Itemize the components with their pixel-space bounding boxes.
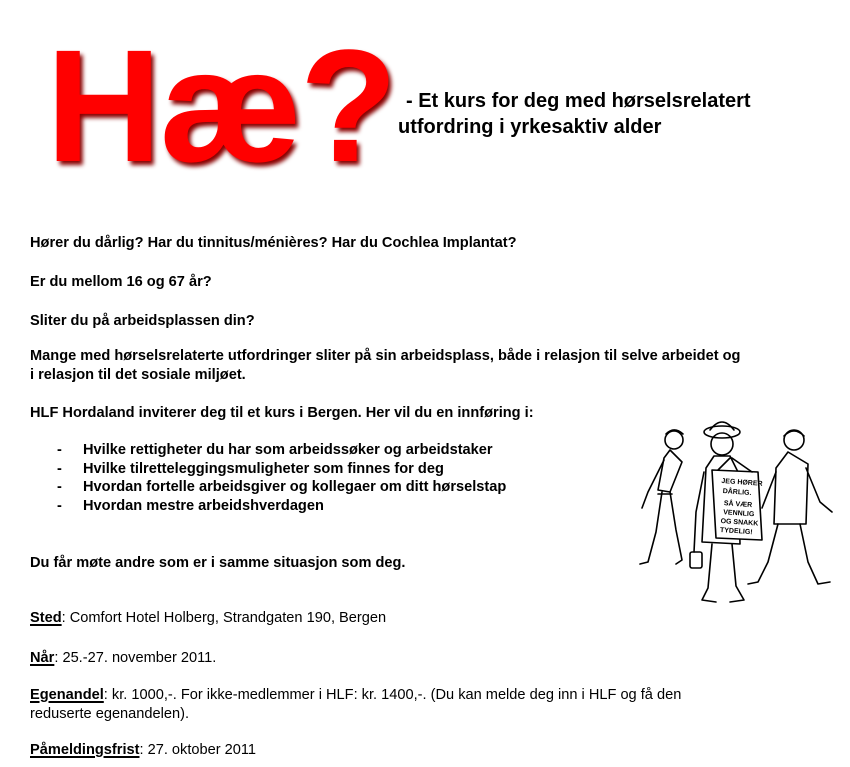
sign-line-4: VENNLIG <box>722 509 755 519</box>
location-label: Sted <box>30 610 62 626</box>
location-value: : Comfort Hotel Holberg, Strandgaten 190, Bergen <box>61 610 387 626</box>
subtitle-line-1: - Et kurs for deg med hørselsrelatert <box>406 90 751 112</box>
fee-value-line-2: reduserte egenandelen). <box>30 706 190 722</box>
list-item <box>30 460 506 479</box>
deadline-value: : 27. oktober 2011 <box>139 742 257 758</box>
dash-bullet: - <box>57 460 62 477</box>
date-label: Når <box>30 650 55 666</box>
walking-people-illustration <box>636 412 840 612</box>
deadline-label: Påmeldingsfrist <box>30 742 140 758</box>
paragraph-challenges <box>30 347 740 385</box>
meet-others-text: Du får møte andre som er i samme situasjon som deg. <box>30 555 406 571</box>
paragraph-line-1: Mange med hørselsrelaterte utfordringer sliter på sin arbeidsplass, både i relasjon til selve arbeidet og <box>30 348 741 364</box>
sign-line-6: TYDELIG! <box>719 526 753 537</box>
fee-label: Egenandel <box>30 687 104 703</box>
sign-line-1: JEG HØRER <box>721 477 763 488</box>
question-workplace: Sliter du på arbeidsplassen din? <box>30 313 255 329</box>
sign-line-3: SÅ VÆR <box>723 500 753 510</box>
dash-bullet: - <box>57 442 62 458</box>
detail-date <box>30 649 216 668</box>
sign-line-5: OG SNAKK <box>720 517 759 528</box>
paragraph-line-2: i relasjon til det sosiale miljøet. <box>30 367 246 383</box>
list-item-text: Hvilke rettigheter du har som arbeidssøker og arbeidstaker <box>83 442 493 458</box>
subtitle-line-2: utfordring i yrkesaktiv alder <box>398 116 662 138</box>
list-item-text: Hvordan fortelle arbeidsgiver og kollegaer om ditt hørselstap <box>83 479 507 495</box>
detail-fee <box>30 686 681 724</box>
dash-bullet: - <box>57 479 62 495</box>
course-intro: HLF Hordaland inviterer deg til et kurs i Bergen. Her vil du en innføring i: <box>30 405 534 421</box>
date-value: : 25.-27. november 2011. <box>54 650 217 666</box>
list-item-text: Hvordan mestre arbeidshverdagen <box>83 497 324 514</box>
list-item-text: Hvilke tilretteleggingsmuligheter som finnes for deg <box>83 460 444 477</box>
dash-bullet: - <box>57 497 62 514</box>
page-subtitle <box>398 88 751 140</box>
detail-location <box>30 609 386 628</box>
fee-value-line-1: : kr. 1000,-. For ikke-medlemmer i HLF: kr. 1400,-. (Du kan melde deg inn i HLF og få den <box>103 687 682 703</box>
sign-line-2: DÅRLIG. <box>722 488 752 498</box>
list-item <box>30 441 506 460</box>
question-hearing: Hører du dårlig? Har du tinnitus/ménières? Har du Cochlea Implantat? <box>30 235 517 251</box>
question-age: Er du mellom 16 og 67 år? <box>30 274 212 290</box>
list-item <box>30 478 506 497</box>
topic-list <box>30 441 506 515</box>
detail-deadline <box>30 741 256 760</box>
list-item <box>30 497 506 516</box>
logo-hae: Hæ? <box>46 16 396 195</box>
